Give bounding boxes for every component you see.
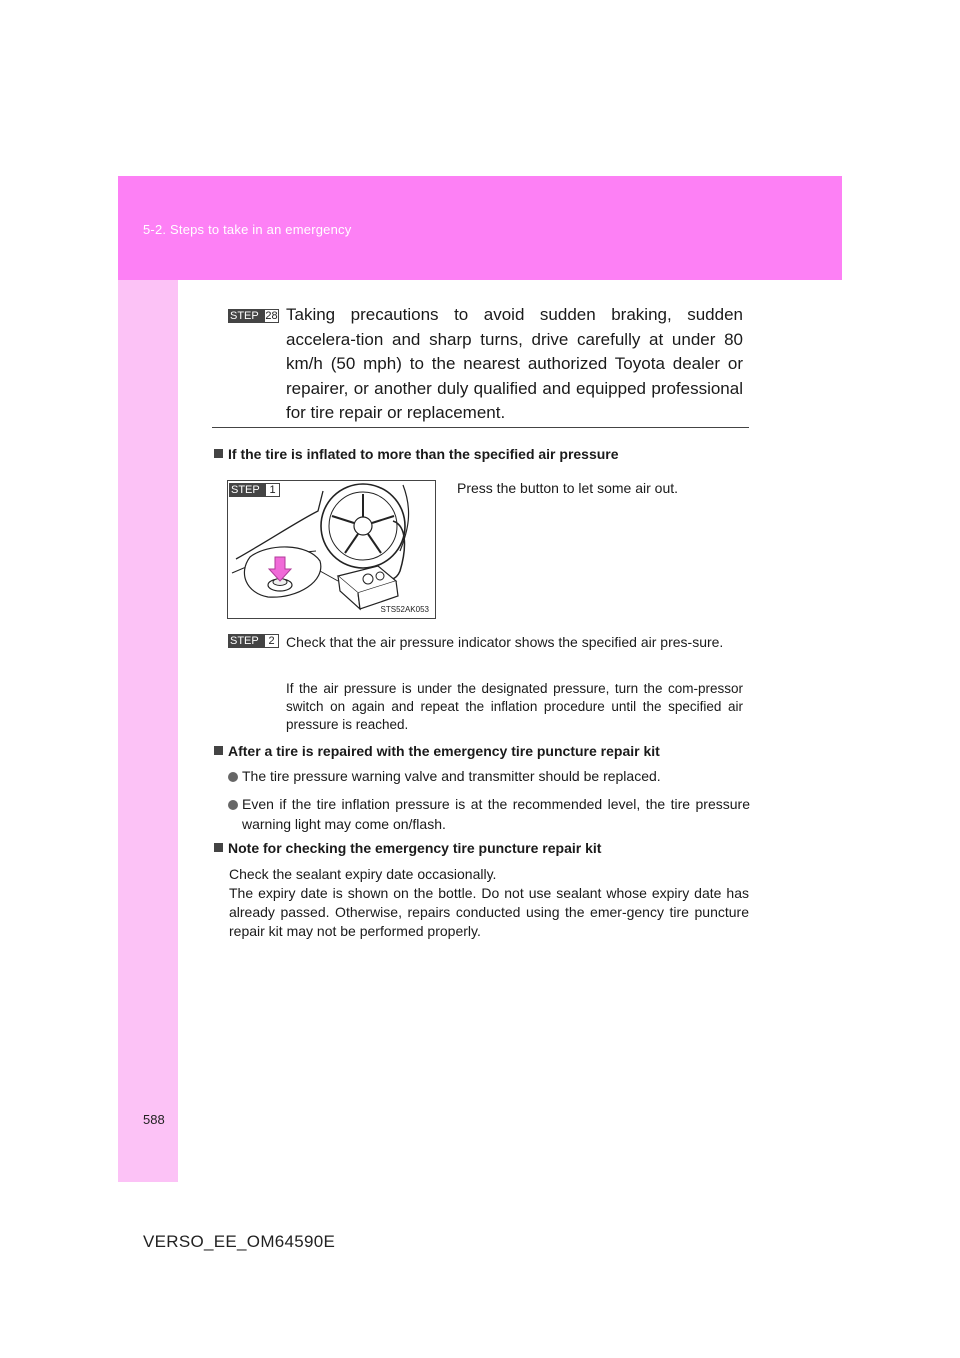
tire-compressor-illustration — [228, 481, 436, 619]
figure-code: STS52AK053 — [380, 605, 429, 614]
step-badge-28 — [228, 309, 279, 323]
square-bullet-icon — [214, 746, 223, 755]
step-badge-2 — [228, 634, 279, 648]
step-word: STEP — [231, 484, 260, 496]
section-divider — [212, 427, 749, 428]
list-item: Even if the tire inflation pressure is at the recommended level, the tire pressure warning light may come on/flash. — [228, 795, 750, 834]
step-word: STEP — [230, 635, 259, 647]
document-id: VERSO_EE_OM64590E — [143, 1232, 336, 1251]
bullet-dot-icon — [228, 772, 238, 782]
square-bullet-icon — [214, 449, 223, 458]
side-strip — [118, 176, 178, 1182]
note-paragraph: The expiry date is shown on the bottle. Do not use sealant whose expiry date has already passed. Otherwise, repairs conducted using the emer-gency tire puncture repair kit may not be performed properly. — [229, 885, 749, 939]
section-heading-overinflated: If the tire is inflated to more than the specified air pressure — [214, 446, 619, 462]
step-number: 28 — [265, 310, 278, 322]
step2-text: Check that the air pressure indicator shows the specified air pres-sure. — [286, 634, 724, 650]
step28-text: Taking precautions to avoid sudden braking, sudden accelera-tion and sharp turns, drive carefully at under 80 km/h (50 mph) to the nearest authorized Toyota dealer or repairer, or another duly qualified and equipped professional for tire repair or replacement. — [286, 305, 743, 422]
step-number: 2 — [264, 634, 279, 648]
step-word: STEP — [230, 310, 259, 322]
square-bullet-icon — [214, 843, 223, 852]
bullet-dot-icon — [228, 800, 238, 810]
step1-text: Press the button to let some air out. — [457, 480, 679, 496]
page-number: 588 — [143, 1112, 165, 1127]
step2-note: If the air pressure is under the designated pressure, turn the com-pressor switch on again and repeat the inflation procedure until the specified air pressure is reached. — [286, 681, 743, 732]
step-badge-1 — [229, 483, 280, 497]
section-header: 5-2. Steps to take in an emergency — [143, 222, 352, 237]
section-heading-note: Note for checking the emergency tire puncture repair kit — [214, 840, 601, 856]
section-heading-after-repair: After a tire is repaired with the emergency tire puncture repair kit — [214, 743, 660, 759]
figure-tire-compressor — [227, 480, 436, 619]
note-line1: Check the sealant expiry date occasionally. — [229, 866, 497, 882]
step-number: 1 — [265, 483, 280, 497]
list-item: The tire pressure warning valve and transmitter should be replaced. — [228, 767, 750, 787]
